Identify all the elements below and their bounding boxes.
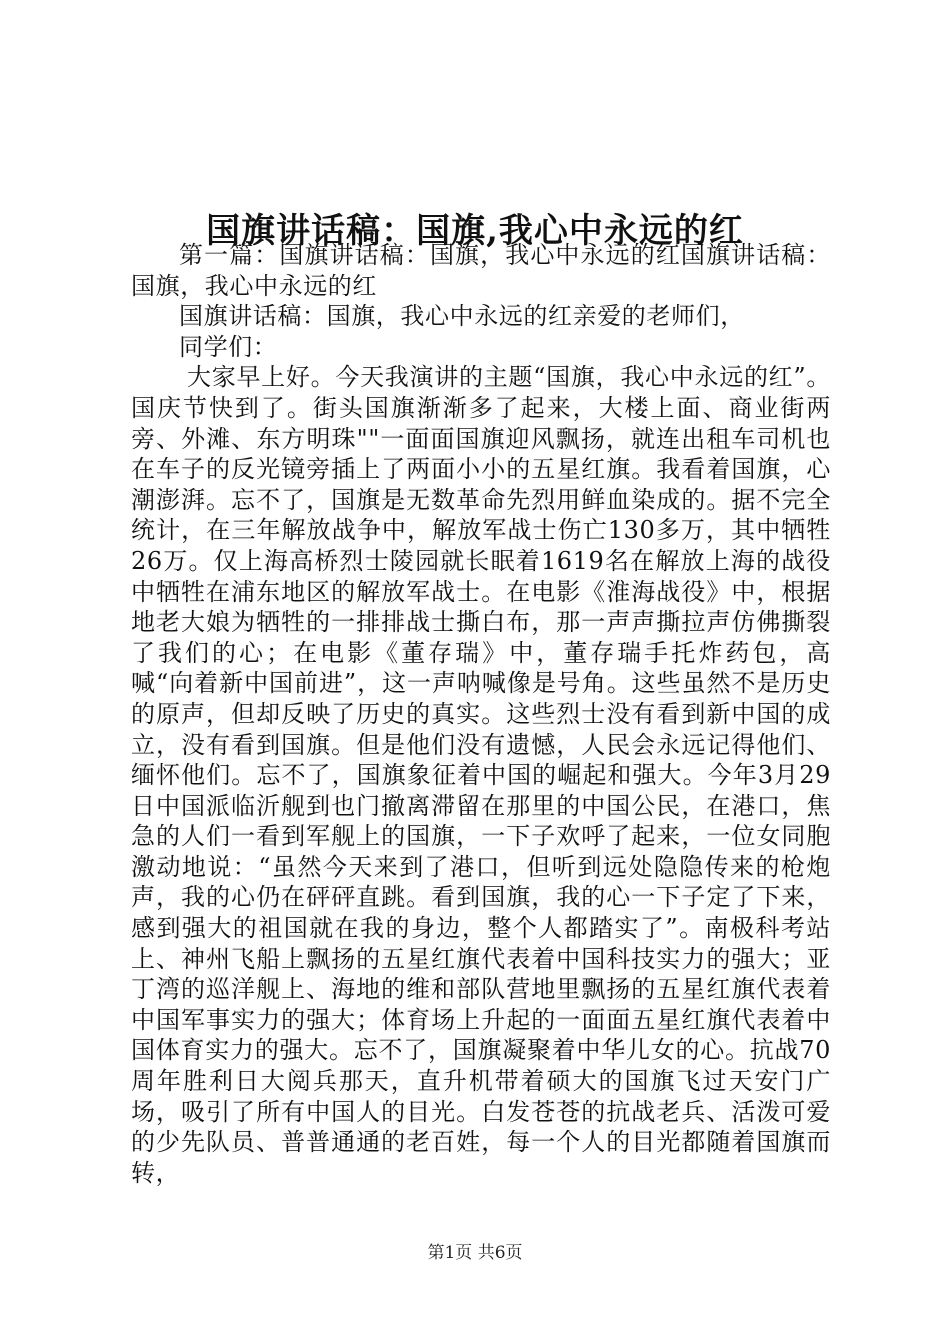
paragraph-3: 同学们：: [179, 332, 278, 361]
paragraph-4: 大家早上好。今天我演讲的主题“国旗，我心中永远的红”。国庆节快到了。街头国旗渐渐多了起来，大楼上面、商业街两旁、外滩、东方明珠""一面面国旗迎风飘扬，就连出租车司机也在车子的反光镜旁插上了两面小小的五星红旗。我看着国旗，心潮澎湃。忘不了，国旗是无数革命先烈用鲜血染成的。据不完全统计，在三年解放战争中，解放军战士伤亡130多万，其中牺牲26万。仅上海高桥烈士陵园就长眠着1619名在解放上海的战役中牺牲在浦东地区的解放军战士。在电影《淮海战役》中，根据地老大娘为牺牲的一排排战士撕白布，那一声声撕拉声仿佛撕裂了我们的心；在电影《董存瑞》中，董存瑞手托炸药包，高喊“向着新中国前进”，这一声呐喊像是号角。这些虽然不是历史的原声，但却反映了历史的真实。这些烈士没有看到新中国的成立，没有看到国旗。但是他们没有遗憾，人民会永远记得他们、缅怀他们。忘不了，国旗象征着中国的崛起和强大。今年3月29日中国派临沂舰到也门撤离滞留在那里的中国公民，在港口，焦急的人们一看到军舰上的国旗，一下子欢呼了起来，一位女同胞激动地说：“虽然今天来到了港口，但听到远处隐隐传来的枪炮声，我的心仍在砰砰直跳。看到国旗，我的心一下子定了下来，感到强大的祖国就在我的身边，整个人都踏实了”。南极科考站上、神州飞船上飘扬的五星红旗代表着中国科技实力的强大；亚丁湾的巡洋舰上、海地的维和部队营地里飘扬的五星红旗代表着中国军事实力的强大；体育场上升起的一面面五星红旗代表着中国体育实力的强大。忘不了，国旗凝聚着中华儿女的心。抗战70周年胜利日大阅兵那天，直升机带着硕大的国旗飞过天安门广场，吸引了所有中国人的目光。白发苍苍的抗战老兵、活泼可爱的少先队员、普普通通的老百姓，每一个人的目光都随着国旗而转，: [131, 363, 831, 1187]
paragraph-1: 第一篇：国旗讲话稿：国旗，我心中永远的红国旗讲话稿：国旗，我心中永远的红: [131, 241, 831, 300]
paragraph-2: 国旗讲话稿：国旗，我心中永远的红亲爱的老师们，: [179, 302, 745, 331]
document-title: 国旗讲话稿：国旗,我心中永远的红: [206, 210, 744, 251]
document-body: [131, 240, 831, 1188]
page-footer: 第1页 共6页: [427, 1243, 523, 1263]
